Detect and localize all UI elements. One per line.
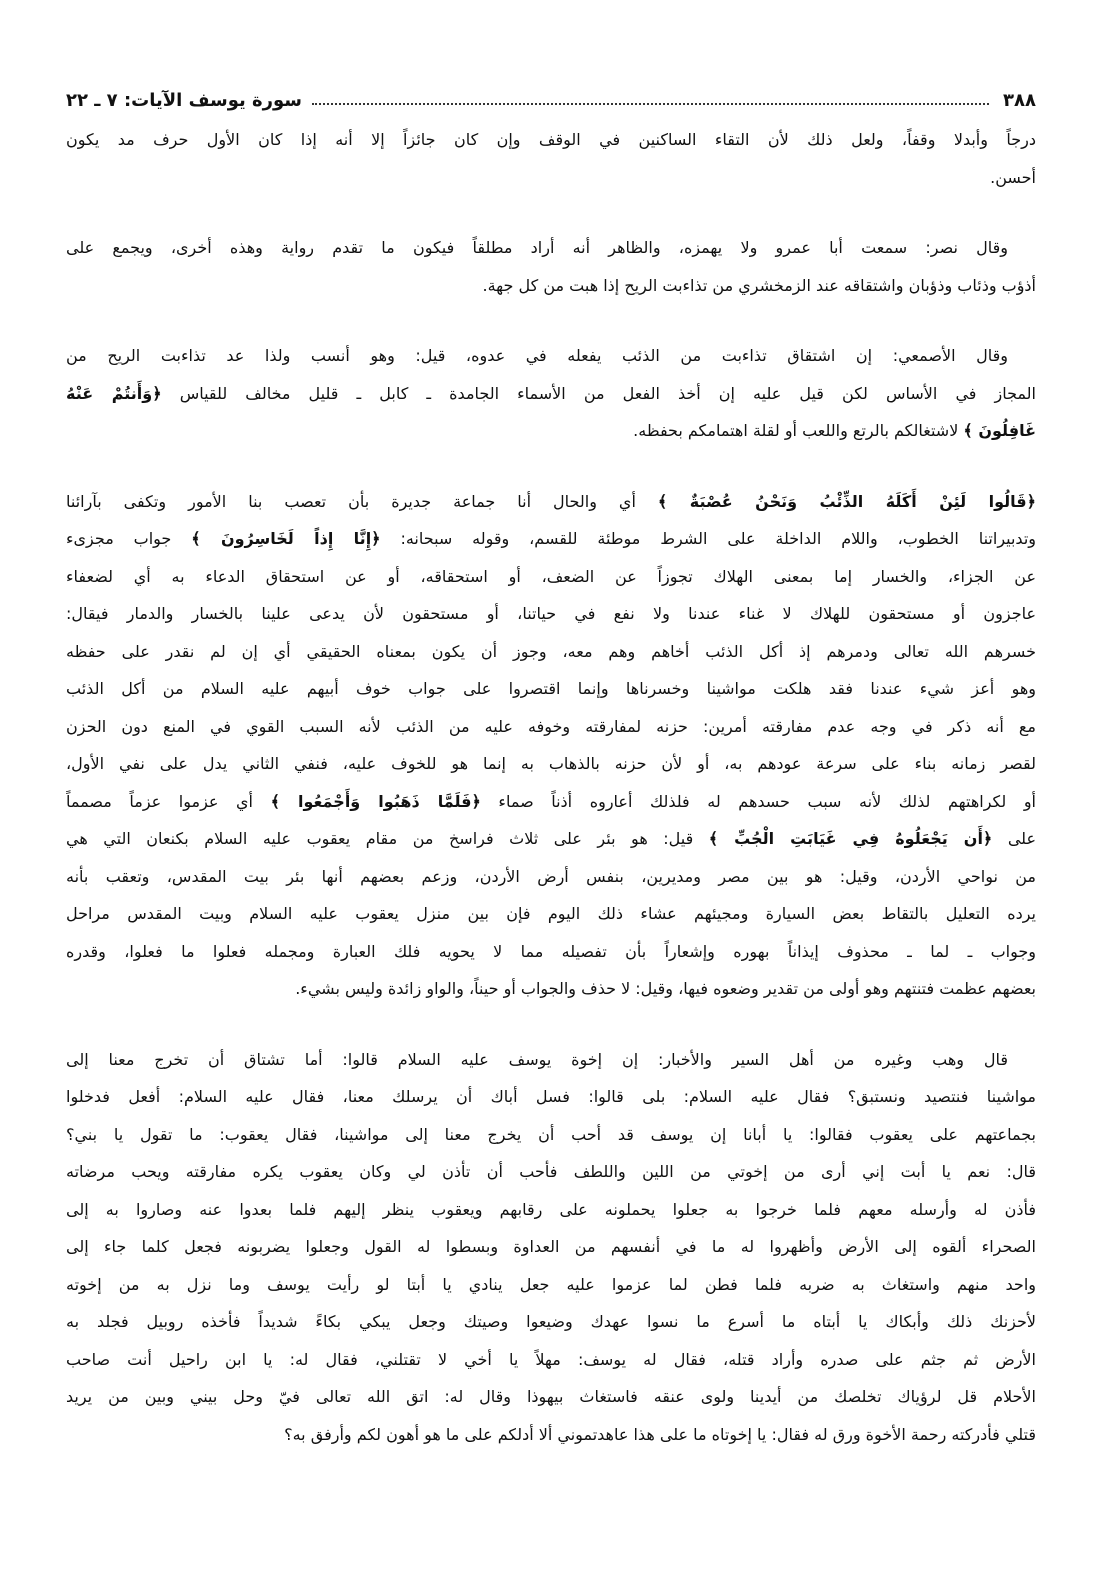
text-segment: بجماعتهم على يعقوب فقالوا: يا أبانا إن يوسف قد أحب أن يخرج معنا إلى مواشينا، فقال يعقوب: ما تقول يا بني؟ bbox=[66, 1124, 1036, 1144]
text-segment: الأحلام قل لرؤياك تخلصك من أيدينا ولوى عنقه فاستغاث بيهوذا وقال له: اتق الله تعالى فيّ وحل بيني وبين من يريد bbox=[66, 1387, 1036, 1406]
text-line bbox=[66, 121, 1036, 159]
text-segment: أحسن. bbox=[990, 167, 1036, 187]
text-segment: عن الجزاء، والخسار إما بمعنى الهلاك تجوزاً عن الضعف، أو استحقاقه، أو عن استحقاق الدعاء به أي لضعفاء bbox=[66, 566, 1036, 586]
text-segment: فأذن له وأرسله معهم فلما خرجوا به جعلوا يحملونه على رقابهم ويعقوب ينظر إليهم فلما بعدوا عنه وصاروا به إلى bbox=[66, 1199, 1036, 1219]
text-line bbox=[66, 267, 1036, 305]
text-line bbox=[66, 1228, 1036, 1266]
text-line bbox=[66, 708, 1036, 746]
text-segment: جواب مجزىء bbox=[66, 529, 192, 548]
text-line bbox=[66, 1041, 1036, 1079]
text-line bbox=[66, 933, 1036, 971]
text-segment: مواشينا فنتصيد ونستبق؟ فقال عليه السلام: بلى قالوا: فسل أباك أن يرسلك معنا، فقال عليه السلام: أفعل فدخلوا bbox=[66, 1087, 1036, 1106]
text-segment: وقال الأصمعي: إن اشتقاق تذاءبت من الذئب يفعله في عدوه، قيل: وهو أنسب ولذا عد تذاءبت الريح من bbox=[66, 346, 1008, 365]
chapter-title: سورة يوسف الآيات: ٧ ـ ٢٢ bbox=[66, 89, 303, 111]
paragraph bbox=[66, 121, 1036, 196]
text-line bbox=[66, 1341, 1036, 1379]
text-line bbox=[66, 483, 1036, 521]
text-segment: لاشتغالكم بالرتع واللعب أو لقلة اهتمامكم بحفظه. bbox=[633, 421, 964, 440]
text-segment: قيل: هو بئر على ثلاث فراسخ من مقام يعقوب عليه السلام بكنعان التي هي bbox=[66, 829, 709, 848]
quran-verse: غَافِلُونَ ﴾ bbox=[963, 421, 1036, 440]
paragraph bbox=[66, 337, 1036, 450]
quran-verse: ﴿إِنَّا إِذاً لَخَاسِرُونَ ﴾ bbox=[191, 529, 381, 548]
page-number: ٣٨٨ bbox=[1003, 89, 1036, 111]
text-segment: درجاً وأبدلا وقفاً، ولعل ذلك لأن التقاء الساكنين في الوقف وإن كان جائزاً إلا أنه إذا كان الأول حرف مد يكون bbox=[66, 130, 1036, 149]
text-segment: قتلي فأدركته رحمة الأخوة ورق له فقال: يا إخوتاه ما على هذا عاهدتموني ألا أدلكم على ما هو أهون لكم وأرفق به؟ bbox=[284, 1424, 1036, 1444]
paragraph bbox=[66, 229, 1036, 304]
text-segment: واحد منهم واستغاث به ضربه فلما فطن لما عزموا عليه جعل ينادي يا أبتا لو رأيت يوسف وما نزل به من إخوته bbox=[66, 1274, 1036, 1294]
text-line bbox=[66, 1378, 1036, 1416]
quran-verse: ﴿فَلَمَّا ذَهَبُوا وَأَجْمَعُوا ﴾ bbox=[270, 791, 481, 811]
text-segment: الأرض ثم جثم على صدره وأراد قتله، فقال له يوسف: مهلاً يا أخي لا تقتلني، فقال له: يا ابن راحيل أنت صاحب bbox=[66, 1349, 1036, 1369]
text-line bbox=[66, 520, 1036, 558]
text-line bbox=[66, 375, 1036, 413]
dotted-leader bbox=[312, 103, 989, 105]
text-line bbox=[66, 229, 1036, 267]
text-line bbox=[66, 1078, 1036, 1116]
text-segment: وهو أعز شيء عندنا فقد هلكت مواشينا وخسرناها وإنما اقتصروا على جواب خوف أبيهم عليه السلام من أكل الذئب bbox=[66, 679, 1036, 698]
text-segment: المجاز في الأساس لكن قيل عليه إن أخذ الفعل من الأسماء الجامدة ـ كابل ـ قليل مخالف للقياس bbox=[161, 383, 1036, 403]
text-segment: قال: نعم يا أبت إني أرى من إخوتي من اللين واللطف فأحب أن تأذن لي وكان يعقوب يكره مفارقته ويحب مرضاته bbox=[66, 1162, 1036, 1181]
text-line bbox=[66, 633, 1036, 671]
text-line bbox=[66, 1303, 1036, 1341]
text-line bbox=[66, 670, 1036, 708]
text-segment: وتدبيراتنا الخطوب، واللام الداخلة على الشرط موطئة للقسم، وقوله سبحانه: bbox=[380, 529, 1036, 548]
running-header bbox=[66, 86, 1036, 114]
text-segment: خسرهم الله تعالى ودمرهم إذ أكل الذئب أخاهم وهم معه، وجوز أن يكون بمعناه الحقيقي أي إن لم نقدر على حفظه bbox=[66, 641, 1036, 661]
text-segment: وقال نصر: سمعت أبا عمرو ولا يهمزه، والظاهر أنه أراد مطلقاً فيكون ما تقدم رواية وهذه أخرى، ويجمع على bbox=[66, 238, 1008, 257]
text-segment: أذؤب وذئاب وذؤبان واشتقاقه عند الزمخشري من تذاءبت الريح إذا هبت من كل جهة. bbox=[482, 275, 1036, 295]
text-line bbox=[66, 337, 1036, 375]
text-line bbox=[66, 858, 1036, 896]
text-segment: أو لكراهتهم لذلك لأنه سبب حسدهم له فلذلك أعاروه أذناً صماء bbox=[480, 791, 1036, 811]
text-line bbox=[66, 1153, 1036, 1191]
text-segment: عاجزون أو مستحقون للهلاك لا غناء عندنا ولا نفع في حياتنا، أو مستحقون لأن يدعى علينا بالخسار والدمار فيقال: bbox=[66, 604, 1036, 623]
text-segment: على bbox=[992, 829, 1036, 848]
text-line bbox=[66, 412, 1036, 450]
text-line bbox=[66, 783, 1036, 821]
paragraph bbox=[66, 1041, 1036, 1454]
quran-verse: ﴿قَالُوا لَئِنْ أَكَلَهُ الذِّئْبُ وَنَحْنُ عُصْبَةٌ ﴾ bbox=[657, 491, 1036, 511]
text-segment: يرده التعليل بالتقاط بعض السيارة ومجيئهم عشاء ذلك اليوم فإن بين منزل يعقوب عليه السلام وبيت المقدس مراحل bbox=[66, 904, 1036, 923]
text-line bbox=[66, 1116, 1036, 1154]
text-line bbox=[66, 1416, 1036, 1454]
text-segment: وجواب ـ لما ـ محذوف إيذاناً بهوره وإشعاراً بأن تفصيله مما لا يحويه فلك العبارة ومجمله فعلوا ما فعلوا، وقدره bbox=[66, 941, 1036, 961]
text-segment: الصحراء ألقوه إلى الأرض وأظهروا له ما في أنفسهم من العداوة وبسطوا له القول وجعلوا يضربونه فجعل كلما جاء إلى bbox=[66, 1237, 1036, 1256]
text-segment: بعضهم عظمت فتنتهم وهو أولى من تقدير وضعوه فيها، وقيل: لا حذف والجواب أو حيناً، والواو زائدة وليس بشيء. bbox=[295, 979, 1036, 998]
paragraph bbox=[66, 483, 1036, 1008]
text-segment: قال وهب وغيره من أهل السير والأخبار: إن إخوة يوسف عليه السلام قالوا: أما تشتاق أن تخرج معنا إلى bbox=[66, 1049, 1008, 1069]
text-segment: أي والحال أنا جماعة جديرة بأن تعصب بنا الأمور وتكفى بآرائنا bbox=[66, 491, 658, 511]
text-segment: لقصر زمانه بناء على سرعة عودهم به، أو لأن حزنه بالذهاب به إنما هو للخوف عليه، فنفي الثاني يدل على نفي الأول، bbox=[66, 754, 1036, 773]
text-segment: مع أنه ذكر في وجه عدم مفارقته أمرين: حزنه لمفارقته وخوفه عليه من الذئب لأنه السبب القوي في المنع دون الحزن bbox=[66, 716, 1036, 736]
text-line bbox=[66, 1191, 1036, 1229]
text-line bbox=[66, 1266, 1036, 1304]
quran-verse: ﴿وَأَنتُمْ عَنْهُ bbox=[66, 383, 162, 403]
text-segment: لأحزنك ذلك وأبكاك يا أبتاه ما أسرع ما نسوا عهدك وضيعوا وصيتك وجعل يبكي بكاءً شديداً فأخذه روبيل فجلد به bbox=[66, 1312, 1036, 1331]
text-line bbox=[66, 895, 1036, 933]
text-line bbox=[66, 820, 1036, 858]
page-body bbox=[66, 121, 1036, 1486]
text-line bbox=[66, 558, 1036, 596]
quran-verse: ﴿أَن يَجْعَلُوهُ فِي غَيَابَتِ الْجُبِّ ﴾ bbox=[708, 829, 993, 848]
text-line bbox=[66, 159, 1036, 197]
text-line bbox=[66, 745, 1036, 783]
text-segment: أي عزموا عزماً مصمماً bbox=[66, 791, 271, 811]
text-line bbox=[66, 970, 1036, 1008]
text-line bbox=[66, 595, 1036, 633]
text-segment: من نواحي الأردن، وقيل: هو بين مصر ومديرين، بنفس أرض الأردن، وزعم بعضهم أنها بئر بيت المقدس، وتعقب بأنه bbox=[66, 866, 1036, 886]
